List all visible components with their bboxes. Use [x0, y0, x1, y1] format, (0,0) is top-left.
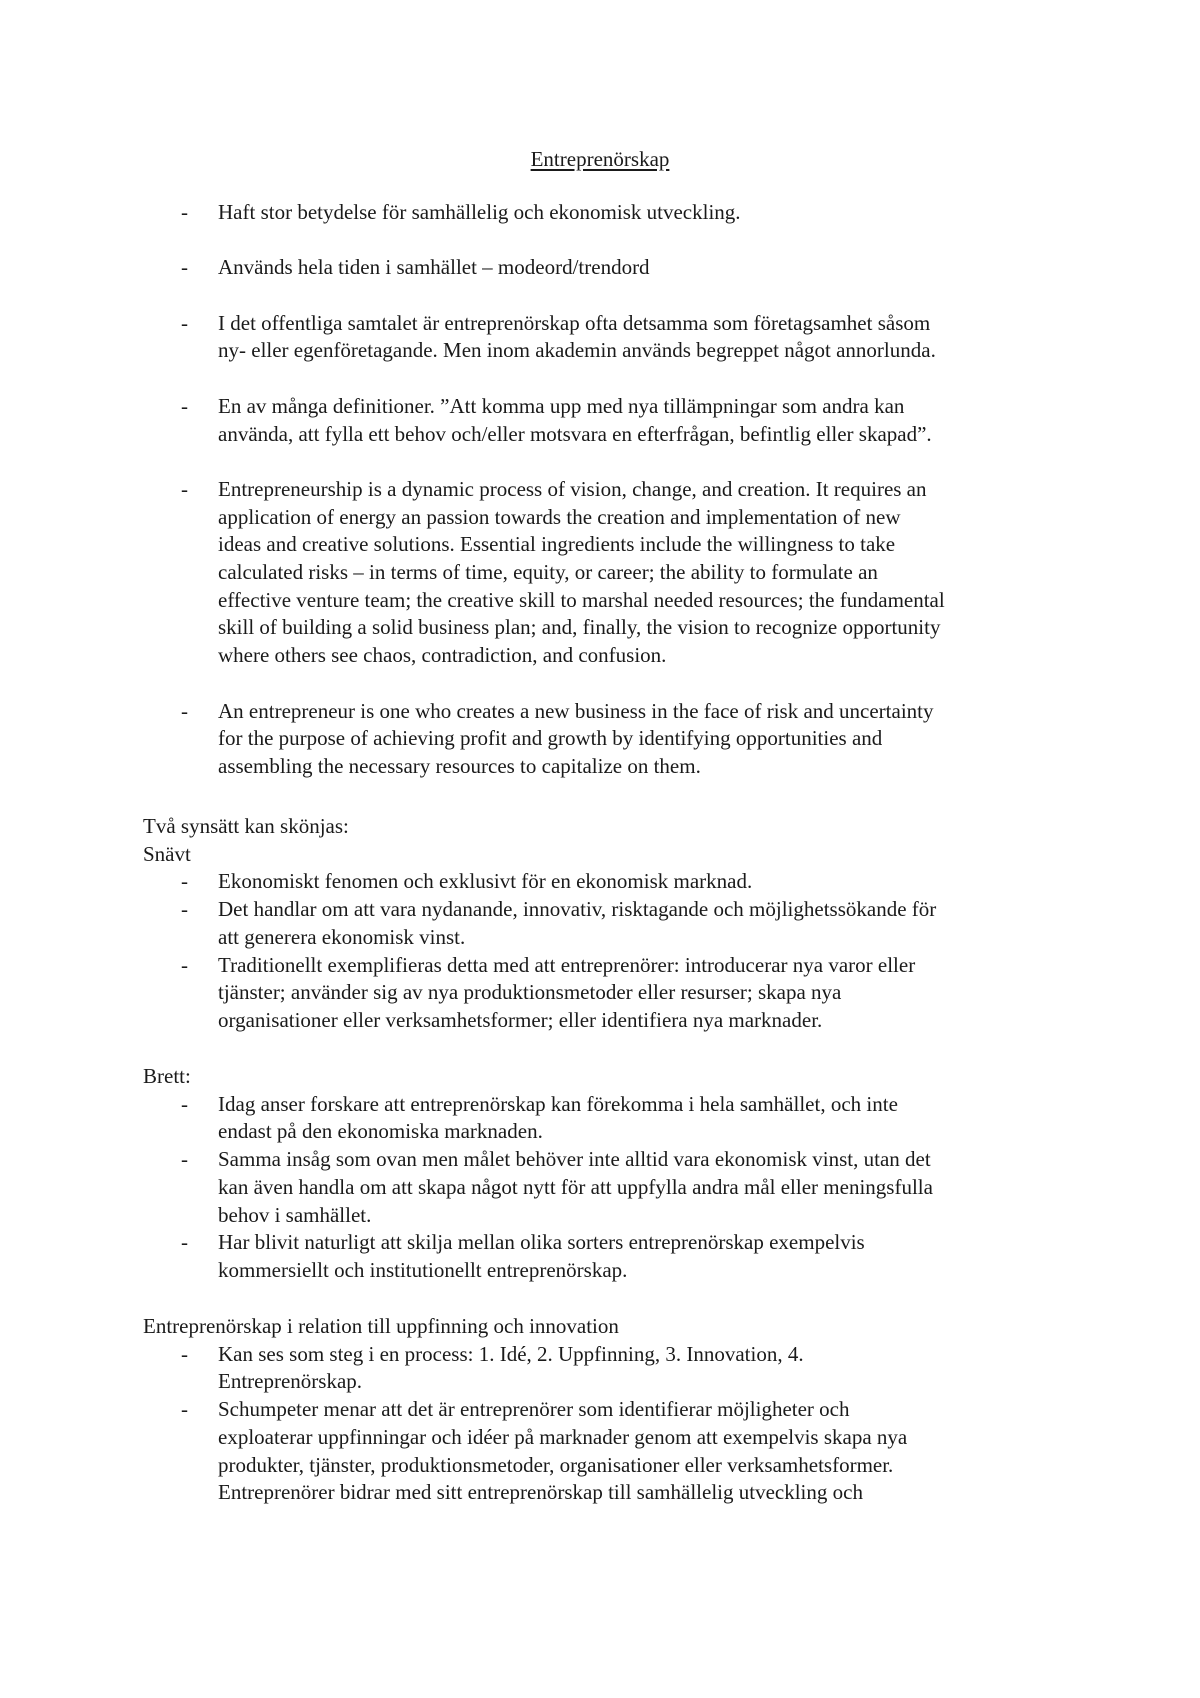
- bullet-marker: -: [181, 1091, 188, 1116]
- narrow-view-section: [143, 813, 1083, 1035]
- broad-heading: Brett:: [143, 1064, 191, 1088]
- list-item: [143, 476, 1083, 670]
- innovation-section: [143, 1313, 1083, 1507]
- document-title: Entreprenörskap: [530, 147, 670, 171]
- broad-view-section: [143, 1063, 1083, 1285]
- bullet-text: Idag anser forskare att entreprenörskap kan förekomma i hela samhället, och inte endast på den ekonomiska marknaden.: [218, 1091, 898, 1144]
- list-item: [143, 896, 1083, 951]
- two-views-heading: Två synsätt kan skönjas:: [143, 814, 349, 838]
- intro-bullet-list: [143, 199, 1083, 808]
- list-item: [143, 952, 1083, 1035]
- bullet-marker: -: [181, 1397, 188, 1422]
- bullet-text: Ekonomiskt fenomen och exklusivt för en ekonomisk marknad.: [218, 869, 753, 894]
- bullet-text: Traditionellt exemplifieras detta med att entreprenörer: introducerar nya varor eller tjänster; använder sig av nya produktionsmetoder eller resurser; skapa nya organisationer eller verksamhetsformer; eller identifiera nya marknader.: [218, 952, 916, 1032]
- narrow-heading: Snävt: [143, 841, 191, 866]
- bullet-marker: -: [181, 897, 188, 922]
- bullet-marker: -: [181, 952, 188, 977]
- list-item: [143, 1341, 1083, 1396]
- bullet-marker: -: [181, 1147, 188, 1172]
- bullet-marker: -: [181, 869, 188, 894]
- bullet-text: Används hela tiden i samhället – modeord/trendord: [218, 255, 650, 280]
- bullet-marker: -: [181, 310, 188, 335]
- bullet-text: Haft stor betydelse för samhällelig och ekonomisk utveckling.: [218, 200, 741, 224]
- bullet-text: Samma insåg som ovan men målet behöver inte alltid vara ekonomisk vinst, utan det kan även handla om att skapa något nytt för att uppfylla andra mål eller meningsfulla behov i samhället.: [218, 1147, 933, 1227]
- list-item: [143, 868, 1083, 896]
- bullet-marker: -: [181, 393, 188, 418]
- bullet-marker: -: [181, 698, 188, 723]
- bullet-text: Schumpeter menar att det är entreprenörer som identifierar möjligheter och exploaterar uppfinningar och idéer på marknader genom att exempelvis skapa nya produkter, tjänster, produktionsmetoder, organisationer eller verksamhetsformer. Entreprenörer bidrar med sitt entreprenörskap till samhällelig utveckling och: [218, 1397, 908, 1505]
- list-item: [143, 310, 1083, 365]
- list-item: [143, 199, 1083, 227]
- bullet-marker: -: [181, 1341, 188, 1366]
- bullet-marker: -: [181, 1230, 188, 1255]
- bullet-text: Entrepreneurship is a dynamic process of vision, change, and creation. It requires an application of energy an passion towards the creation and implementation of new ideas and creative solutions. Essential ingredients include the willingness to take calculated risks – in terms of time, equity, or career; the ability to formulate an effective venture team; the creative skill to marshal needed resources; the fundamental skill of building a solid business plan; and, finally, the vision to recognize opportunity where others see chaos, contradiction, and confusion.: [218, 476, 945, 668]
- list-item: [143, 698, 1083, 781]
- list-item: [143, 254, 1083, 282]
- bullet-text: An entrepreneur is one who creates a new business in the face of risk and uncertainty for the purpose of achieving profit and growth by identifying opportunities and assembling the necessary resources to capitalize on them.: [218, 698, 934, 778]
- bullet-text: I det offentliga samtalet är entreprenörskap ofta detsamma som företagsamhet såsom ny- eller egenföretagande. Men inom akademin används begreppet något annorlunda.: [218, 310, 936, 363]
- list-item: [143, 393, 1083, 448]
- bullet-marker: -: [181, 476, 188, 501]
- bullet-text: En av många definitioner. ”Att komma upp med nya tillämpningar som andra kan använda, att fylla ett behov och/eller motsvara en efterfrågan, befintlig eller skapad”.: [218, 393, 932, 446]
- list-item: [143, 1396, 1083, 1507]
- bullet-text: Det handlar om att vara nydanande, innovativ, risktagande och möjlighetssökande för att generera ekonomisk vinst.: [218, 897, 937, 949]
- list-item: [143, 1091, 1083, 1146]
- bullet-text: Har blivit naturligt att skilja mellan olika sorters entreprenörskap exempelvis kommersiellt och institutionellt entreprenörskap.: [218, 1230, 865, 1282]
- bullet-text: Kan ses som steg i en process: 1. Idé, 2. Uppfinning, 3. Innovation, 4. Entreprenörskap.: [218, 1341, 804, 1394]
- bullet-marker: -: [181, 200, 188, 224]
- list-item: [143, 1146, 1083, 1229]
- list-item: [143, 1229, 1083, 1284]
- bullet-marker: -: [181, 255, 188, 280]
- innovation-heading: Entreprenörskap i relation till uppfinning och innovation: [143, 1314, 619, 1338]
